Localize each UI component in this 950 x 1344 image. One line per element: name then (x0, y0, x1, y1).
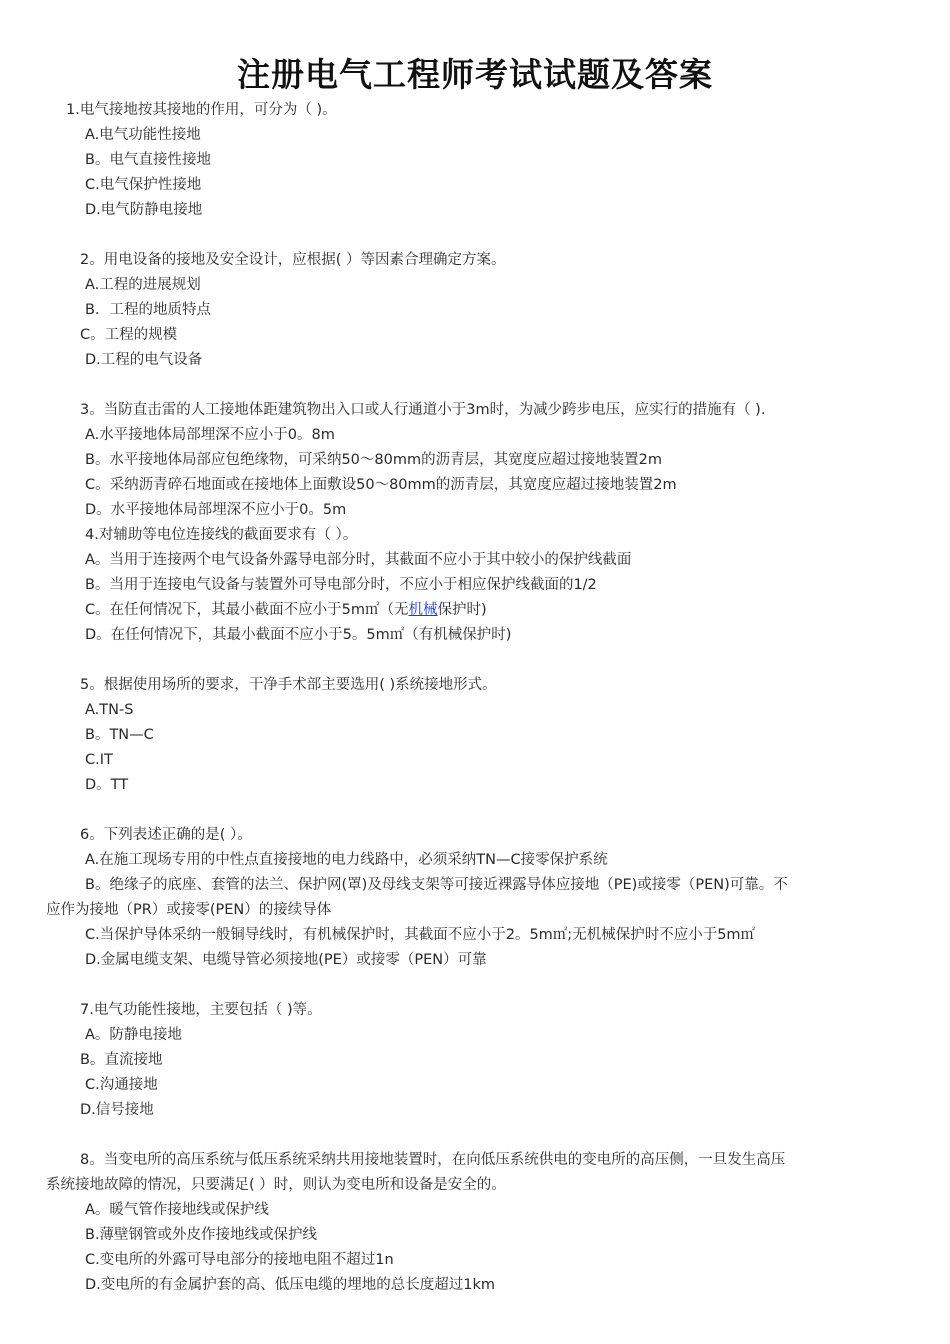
question-8-option-d: D.变电所的有金属护套的高、低压电缆的埋地的总长度超过1km (85, 1277, 496, 1293)
question-2-option-c: C。工程的规模 (80, 327, 178, 343)
question-5-option-b: B。TN—C (85, 727, 154, 743)
question-6-option-a: A.在施工现场专用的中性点直接接地的电力线路中，必须采纳TN—C接零保护系统 (85, 852, 608, 868)
question-7-option-b: B。直流接地 (80, 1052, 163, 1068)
question-5-option-a: A.TN-S (85, 702, 134, 718)
question-1-option-d: D.电气防静电接地 (85, 202, 203, 218)
question-8-option-a: A。暖气管作接地线或保护线 (85, 1202, 269, 1218)
document-title: 注册电气工程师考试试题及答案 (237, 55, 713, 94)
question-5-option-d: D。TT (85, 777, 129, 793)
question-2-option-b: B．工程的地质特点 (85, 302, 211, 318)
spacer (0, 973, 950, 998)
question-8-stem-line-1: 8。当变电所的高压系统与低压系统采纳共用接地装置时，在向低压系统供电的变电所的高压侧，一旦发生高压 (80, 1152, 786, 1168)
question-4-option-a: A。当用于连接两个电气设备外露导电部分时，其截面不应小于其中较小的保护线截面 (85, 552, 632, 568)
question-6-option-b-line-2: 应作为接地（PR）或接零(PEN）的接续导体 (46, 902, 332, 918)
question-7-stem: 7.电气功能性接地，主要包括（ )等。 (80, 1002, 322, 1018)
document-body (0, 98, 950, 1298)
question-6-option-b-line-1: B。绝缘子的底座、套管的法兰、保护网(罩)及母线支架等可接近裸露导体应接地（PE)或接零（PEN)可靠。不 (85, 877, 788, 893)
question-1-stem: 1.电气接地按其接地的作用，可分为（ )。 (66, 102, 337, 118)
keyword-link[interactable]: 机械 (408, 602, 438, 618)
question-3-option-d: D。水平接地体局部埋深不应小于0。5m (85, 502, 347, 518)
question-5-option-c: C.IT (85, 752, 113, 768)
question-6-stem: 6。下列表述正确的是( ）。 (80, 827, 252, 843)
question-3-stem: 3。当防直击雷的人工接地体距建筑物出入口或人行通道小于3m时，为减少跨步电压，应实行的措施有（ ). (80, 402, 766, 418)
question-4-option-c (0, 598, 950, 623)
question-1-option-b: B。电气直接性接地 (85, 152, 211, 168)
question-2-stem: 2。用电设备的接地及安全设计，应根据( ）等因素合理确定方案。 (80, 252, 506, 268)
spacer (0, 798, 950, 823)
question-8-stem-line-2: 系统接地故障的情况，只要满足( ）时，则认为变电所和设备是安全的。 (46, 1177, 506, 1193)
question-8-option-b: B.薄壁钢管或外皮作接地线或保护线 (85, 1227, 318, 1243)
question-6-option-c: C.当保护导体采纳一般铜导线时，有机械保护时，其截面不应小于2。5m㎡;无机械保护时不应小于5m㎡ (85, 927, 756, 943)
question-5-stem: 5。根据使用场所的要求，干净手术部主要选用( )系统接地形式。 (80, 677, 497, 693)
question-4-option-b: B。当用于连接电气设备与装置外可导电部分时，不应小于相应保护线截面的1/2 (85, 577, 597, 593)
spacer (0, 1123, 950, 1148)
question-4-stem: 4.对辅助等电位连接线的截面要求有（ ）。 (85, 527, 358, 543)
question-7-option-c: C.沟通接地 (85, 1077, 158, 1093)
question-3-option-a: A.水平接地体局部埋深不应小于0。8m (85, 427, 335, 443)
question-4-option-c-text-post: 保护时) (437, 602, 487, 618)
question-2-option-a: A.工程的进展规划 (85, 277, 201, 293)
question-8-option-c: C.变电所的外露可导电部分的接地电阻不超过1n (85, 1252, 394, 1268)
spacer (0, 373, 950, 398)
question-3-option-b: B。水平接地体局部应包绝缘物，可采纳50～80mm的沥青层，其宽度应超过接地装置2m (85, 452, 662, 468)
question-1-option-a: A.电气功能性接地 (85, 127, 201, 143)
question-6-option-d: D.金属电缆支架、电缆导管必须接地(PE）或接零（PEN）可靠 (85, 952, 487, 968)
question-7-option-a: A。防静电接地 (85, 1027, 182, 1043)
question-7-option-d: D.信号接地 (80, 1102, 154, 1118)
question-4-option-c-text-pre: C。在任何情况下，其最小截面不应小于5m㎡（无 (85, 602, 409, 618)
question-4-option-d: D。在任何情况下，其最小截面不应小于5。5m㎡（有机械保护时) (85, 627, 512, 643)
spacer (0, 223, 950, 248)
question-1-option-c: C.电气保护性接地 (85, 177, 202, 193)
question-3-option-c: C。采纳沥青碎石地面或在接地体上面敷设50～80mm的沥青层，其宽度应超过接地装置2m (85, 477, 677, 493)
question-2-option-d: D.工程的电气设备 (85, 352, 203, 368)
spacer (0, 648, 950, 673)
